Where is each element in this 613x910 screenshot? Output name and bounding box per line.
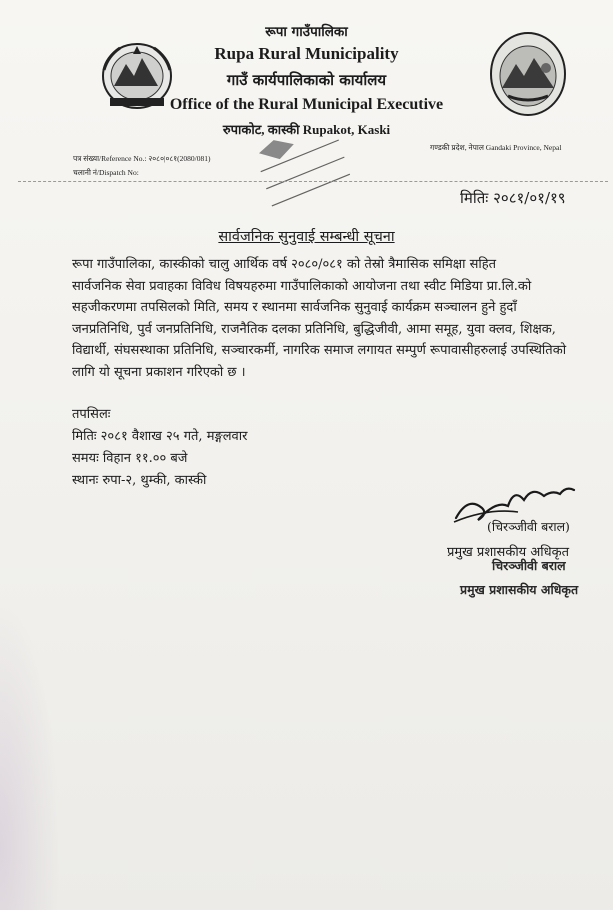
event-time: समयः विहान ११.०० बजे — [72, 451, 188, 466]
signatory-title-handwritten: प्रमुख प्रशासकीय अधिकृत — [447, 545, 570, 560]
signatory-title-stamp: प्रमुख प्रशासकीय अधिकृत — [460, 582, 579, 597]
page-shadow — [0, 600, 60, 910]
office-name-nepali: गाउँ कार्यपालिकाको कार्यालय — [226, 71, 387, 89]
event-details — [72, 404, 247, 492]
dispatch-number: चलानी नं/Dispatch No: — [73, 168, 139, 177]
notice-body — [72, 254, 584, 383]
event-place: स्थानः रुपा-२, थुम्की, कास्की — [72, 473, 207, 488]
municipality-name-english: Rupa Rural Municipality — [214, 44, 399, 63]
body-line: जनप्रतिनिधि, पुर्व जनप्रतिनिधि, राजनैतिक दलका प्रतिनिधि, बुद्धिजीवी, आमा समूह, युवा क्लव, शिक्षक, — [72, 321, 556, 337]
signatory-name-stamp: चिरञ्जीवी बराल — [492, 558, 566, 573]
body-line: सार्वजनिक सेवा प्रवाहका विविध विषयहरुमा गाउँपालिकाको आयोजना तथा स्वीट मिडिया प्रा.लि.को — [72, 278, 532, 294]
details-heading: तपसिलः — [72, 407, 111, 422]
office-name-english: Office of the Rural Municipal Executive — [169, 96, 444, 113]
body-line: विद्यार्थी, संघसस्थाका प्रतिनिधि, सञ्चारकर्मी, नागरिक समाज लगायत सम्पुर्ण रूपावासीहरुलाई उपस्थितिको — [72, 343, 567, 358]
office-address: रुपाकोट, कास्की Rupakot, Kaski — [222, 122, 391, 137]
reference-number: पत्र संख्या/Reference No.: २०८०|०८१(2080/081) — [73, 154, 211, 163]
body-line: सहजीकरणमा तपसिलको मिति, समय र स्थानमा सार्वजनिक सुनुवाई कार्यक्रम सञ्चालन हुने हुदाँ — [72, 300, 517, 315]
office-stamp-icon — [245, 128, 365, 216]
header-divider — [18, 181, 608, 182]
letter-date: मितिः २०८१/०१/१९ — [460, 189, 566, 207]
event-date: मितिः २०८१ वैशाख २५ गते, मङ्गलवार — [72, 429, 248, 444]
signatory-name-handwritten: (चिरञ्जीवी बराल) — [487, 519, 570, 534]
body-line: लागि यो सूचना प्रकाशन गरिएको छ । — [72, 364, 246, 380]
province-line: गण्डकी प्रदेश, नेपाल Gandaki Province, Nepal — [430, 143, 562, 152]
notice-subject: सार्वजनिक सुनुवाई सम्बन्धी सूचना — [218, 229, 395, 245]
body-line: रूपा गाउँपालिका, कास्कीको चालु आर्थिक वर्ष २०८०/०८१ को तेस्रो त्रैमासिक समिक्षा सहित — [72, 257, 497, 272]
municipality-name-nepali: रूपा गाउँपालिका — [265, 24, 348, 40]
